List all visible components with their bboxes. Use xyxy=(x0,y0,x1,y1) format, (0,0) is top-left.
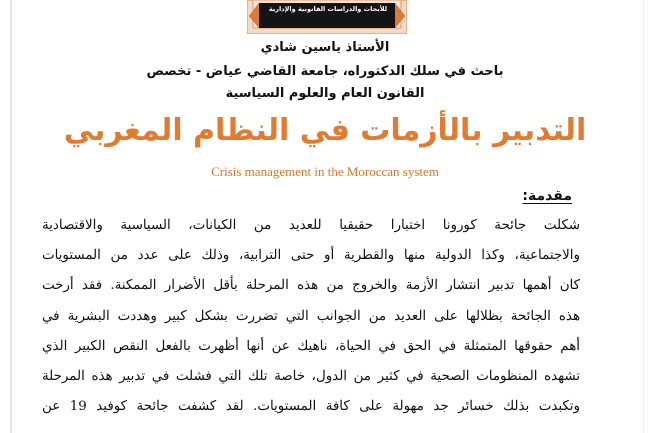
body-line-7: وتكبدت بذلك خسائر جد مهولة على كافة المستويات. لقد كشفت جائحة كوفيد 19 عن xyxy=(42,399,580,414)
body-line-1: شكلت جائحة كورونا اختبارا حقيقيا للعديد من الكيانات، السياسية والاقتصادية xyxy=(42,218,580,233)
body-line-6: تشهده المنظومات الصحية في كثير من الدول، خاصة تلك التي فشلت في تدبير هذه المرحلة xyxy=(42,369,580,384)
body-line-3: كان أهمها تدبير انتشار الأزمة والخروج من هذه المرحلة بأقل الأضرار الممكنة. فقد أرخت xyxy=(42,278,580,293)
body-line-5: أهم حقوقها المتمثلة في الحق في الحياة، ناهيك عن أنها أظهرت بالفعل النقص الكبير الذي xyxy=(42,339,580,354)
author-affiliation-line-2: القانون العام والعلوم السياسية xyxy=(225,86,425,101)
author-affiliation-line-1: باحث في سلك الدكتوراه، جامعة القاضي عياض - تخصص xyxy=(146,64,504,79)
section-heading-introduction: مقدمة: xyxy=(522,188,572,204)
article-title-arabic: التدبير بالأزمات في النظام المغربي xyxy=(63,113,587,148)
body-line-4: هذه الجائحة بظلالها على العديد من الجوانب التي تضررت بشكل كبير وهددت البشرية في xyxy=(42,309,580,324)
journal-banner-text: للأبحاث والدراسات القانونية والإدارية xyxy=(268,5,388,13)
body-line-2: والاجتماعية، وكذا الدولية منها والقطرية أو حتى الترابية، وذلك على عدد من المستويات xyxy=(42,248,580,263)
author-name: الأستاذ ياسين شادي xyxy=(260,40,390,55)
article-title-english: Crisis management in the Moroccan system xyxy=(211,164,439,179)
